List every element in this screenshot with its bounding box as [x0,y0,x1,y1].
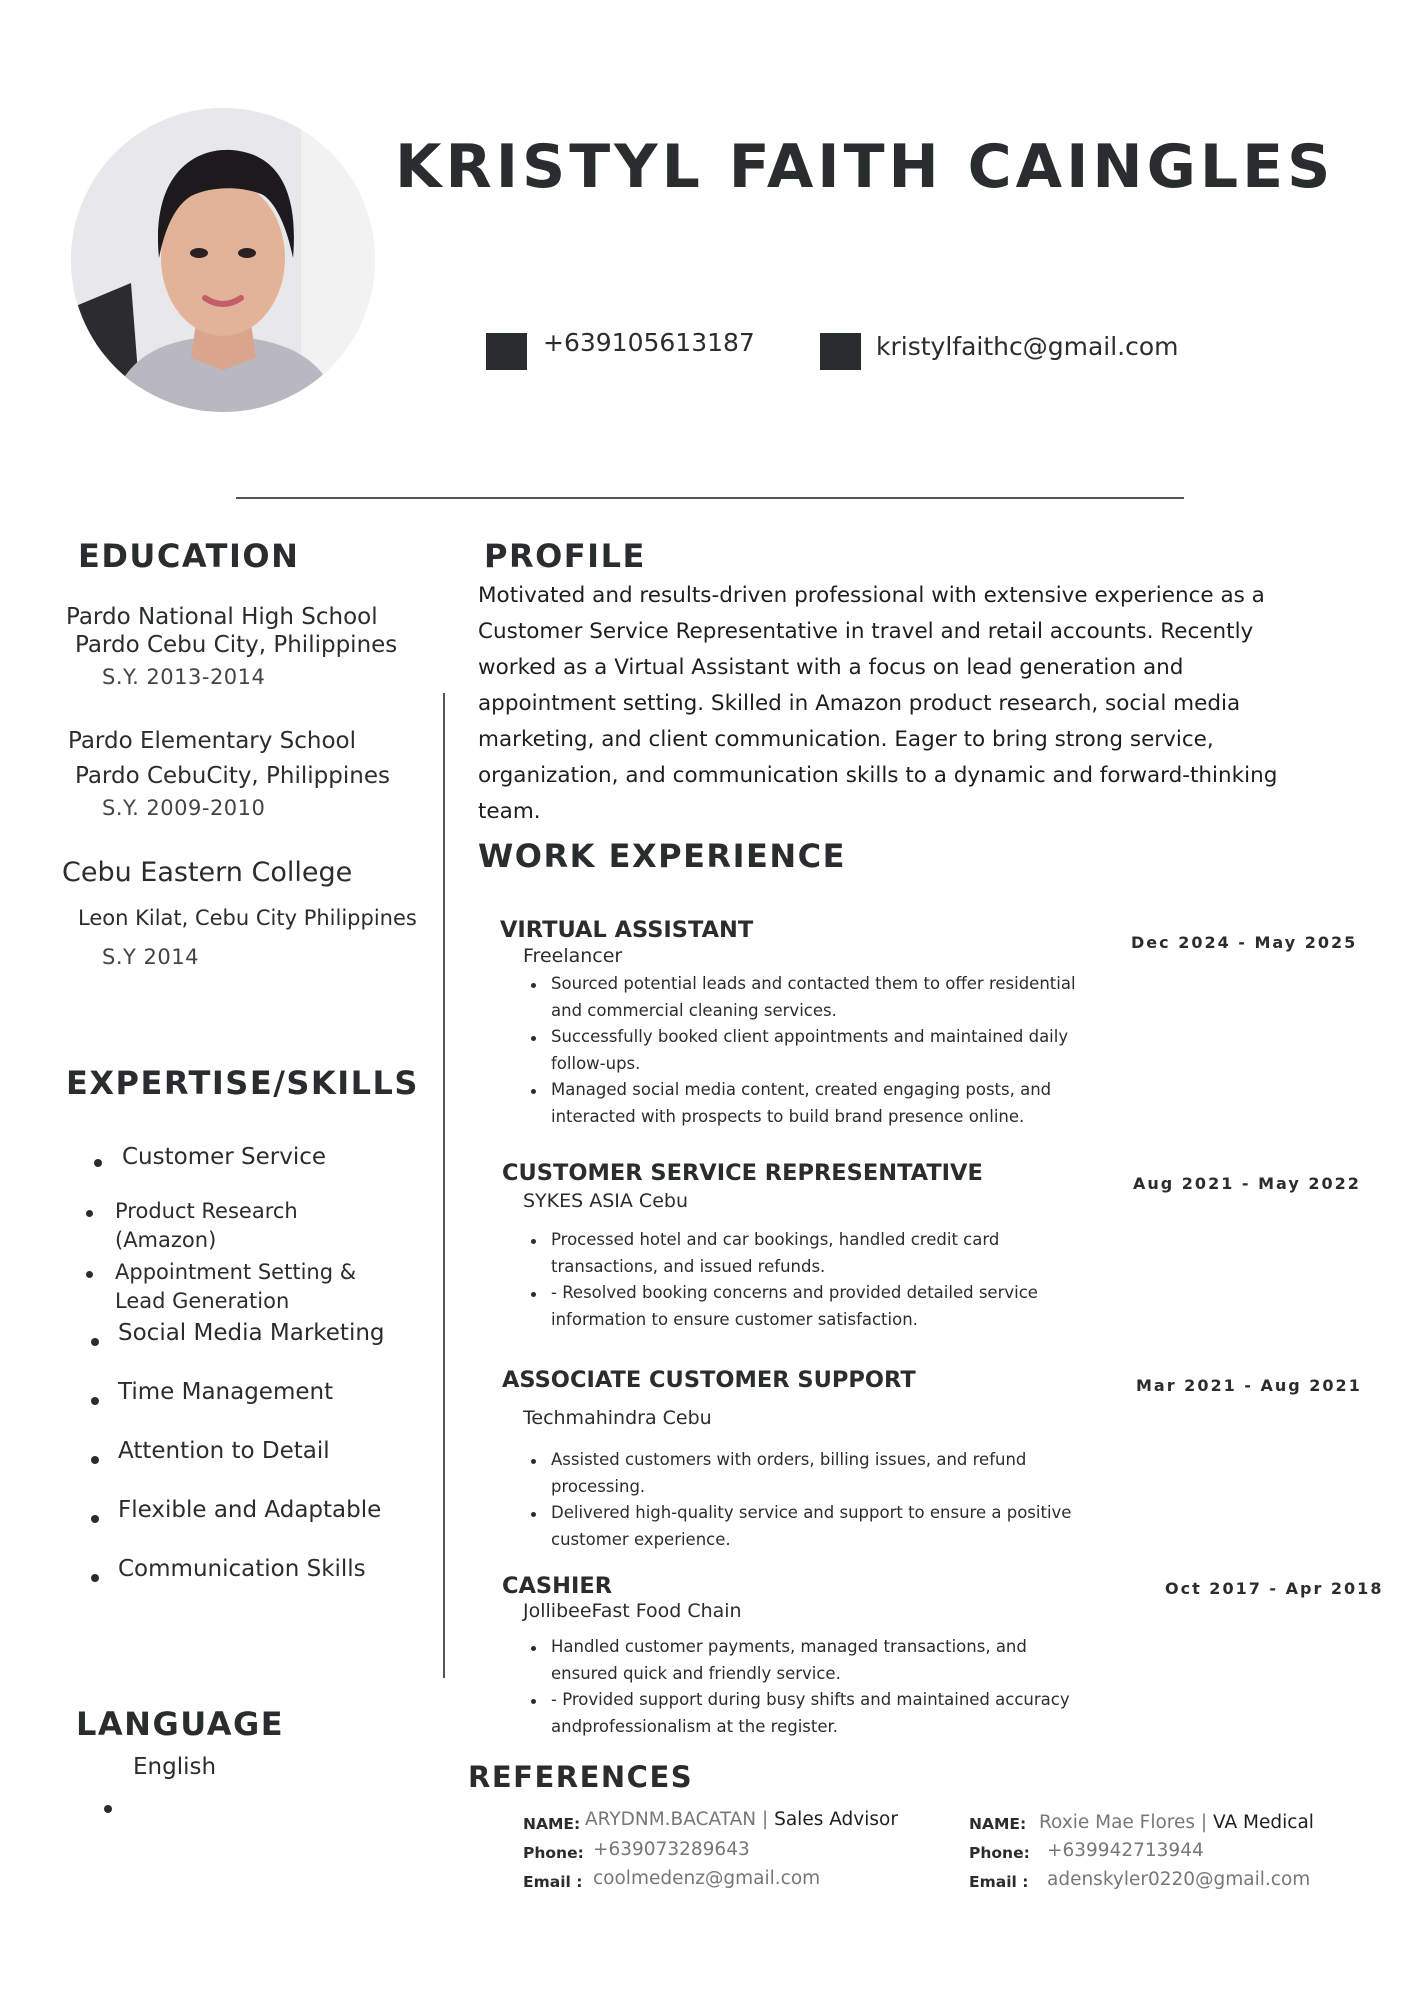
school-name: Cebu Eastern College [62,857,353,888]
ref-name-line [585,1809,898,1830]
school-location: Pardo Cebu City, Philippines [75,632,398,658]
ref-email: coolmedenz@gmail.com [593,1868,821,1889]
school-name: Pardo National High School [66,604,378,630]
language-item: English [133,1754,217,1780]
bullet-icon [91,1515,99,1523]
ref-phone: +639942713944 [1047,1840,1204,1861]
job-company: Freelancer [523,945,623,967]
ref-name: ARYDNM.BACATAN [585,1809,757,1830]
work-experience-title: WORK EXPERIENCE [478,837,846,875]
bullet-icon [86,1271,93,1278]
skill-item: Communication Skills [118,1556,366,1582]
job-title: CASHIER [502,1573,613,1599]
ref-separator: | [761,1809,769,1830]
ref-email-label: Email : [523,1873,583,1891]
job-bullet: Sourced potential leads and contacted them to offer residential and commercial cleaning services. [551,971,1091,1024]
bullet-icon [91,1338,99,1346]
header-divider [236,497,1184,499]
job-bullet: Managed social media content, created engaging posts, and interacted with prospects to build brand presence online. [551,1077,1091,1130]
profile-summary: Motivated and results-driven professional with extensive experience as a Customer Service Representative in travel and retail accounts. Recently worked as a Virtual Assistant with a focus on lead generation and appointment setting. Skilled in Amazon product research, social media marketing, and client communication. Eager to bring strong service, organization, and communication skills to a dynamic and forward-thinking team. [478,583,1278,824]
job-company: Techmahindra Cebu [523,1407,712,1429]
job-bullets [551,971,1091,1130]
job-bullet: Processed hotel and car bookings, handled credit card transactions, and issued refunds. [551,1227,1091,1280]
job-bullet: - Resolved booking concerns and provided detailed service information to ensure customer satisfaction. [551,1280,1091,1333]
phone-icon [486,333,527,370]
ref-name: Roxie Mae Flores [1039,1812,1196,1833]
ref-separator: | [1200,1812,1208,1833]
job-bullets [551,1634,1091,1740]
skill-item: Product Research (Amazon) [115,1199,298,1252]
ref-email-label: Email : [969,1873,1029,1891]
skill-item: Attention to Detail [118,1438,330,1464]
phone-number: +639105613187 [543,328,755,357]
skill-item: Time Management [118,1379,334,1405]
skill-item: Flexible and Adaptable [118,1497,382,1523]
job-date: Oct 2017 - Apr 2018 [1165,1579,1384,1598]
profile-photo-illustration [71,108,375,412]
bullet-icon [94,1159,102,1167]
candidate-name: KRISTYL FAITH CAINGLES [395,132,1335,202]
ref-role: VA Medical [1213,1812,1314,1833]
job-date: Mar 2021 - Aug 2021 [1136,1376,1362,1395]
school-year: S.Y 2014 [102,945,199,969]
job-bullet: Delivered high-quality service and support to ensure a positive customer experience. [551,1500,1091,1553]
job-company: SYKES ASIA Cebu [523,1190,688,1212]
job-title: ASSOCIATE CUSTOMER SUPPORT [502,1367,916,1393]
bullet-icon [91,1456,99,1464]
skill-item: Social Media Marketing [118,1320,385,1346]
school-location: Pardo CebuCity, Philippines [75,763,390,789]
school-year: S.Y. 2013-2014 [102,665,266,689]
column-divider [443,693,445,1678]
bullet-icon [86,1210,93,1217]
email-icon [820,333,861,370]
job-bullets [551,1447,1091,1553]
job-date: Aug 2021 - May 2022 [1133,1174,1361,1193]
ref-phone-label: Phone: [523,1844,584,1862]
ref-name-line [1039,1812,1314,1833]
skill-item: Appointment Setting & Lead Generation [115,1260,357,1313]
ref-name-label: NAME: [523,1815,581,1833]
profile-title: PROFILE [484,537,646,575]
job-bullet: Assisted customers with orders, billing issues, and refund processing. [551,1447,1091,1500]
email-address: kristylfaithc@gmail.com [876,332,1179,361]
job-bullet: Successfully booked client appointments and maintained daily follow-ups. [551,1024,1091,1077]
ref-phone-label: Phone: [969,1844,1030,1862]
skill-item: Customer Service [122,1144,327,1170]
ref-email: adenskyler0220@gmail.com [1047,1869,1311,1890]
bullet-icon [91,1397,99,1405]
school-name: Pardo Elementary School [68,728,357,754]
job-title: CUSTOMER SERVICE REPRESENTATIVE [502,1160,983,1186]
job-date: Dec 2024 - May 2025 [1131,933,1358,952]
ref-role: Sales Advisor [774,1809,898,1830]
job-bullet: Handled customer payments, managed transactions, and ensured quick and friendly service. [551,1634,1091,1687]
profile-photo [71,108,375,412]
job-company: JollibeeFast Food Chain [523,1600,742,1622]
job-title: VIRTUAL ASSISTANT [500,917,754,943]
language-title: LANGUAGE [76,1705,285,1743]
references-title: REFERENCES [468,1760,694,1794]
education-title: EDUCATION [78,537,300,575]
ref-phone: +639073289643 [593,1839,750,1860]
school-year: S.Y. 2009-2010 [102,796,266,820]
skills-title: EXPERTISE/SKILLS [66,1064,419,1102]
job-bullets [551,1227,1091,1333]
bullet-icon [104,1805,112,1813]
ref-name-label: NAME: [969,1815,1027,1833]
bullet-icon [91,1574,99,1582]
job-bullet: - Provided support during busy shifts and maintained accuracy andprofessionalism at the register. [551,1687,1091,1740]
school-location: Leon Kilat, Cebu City Philippines [78,906,417,930]
